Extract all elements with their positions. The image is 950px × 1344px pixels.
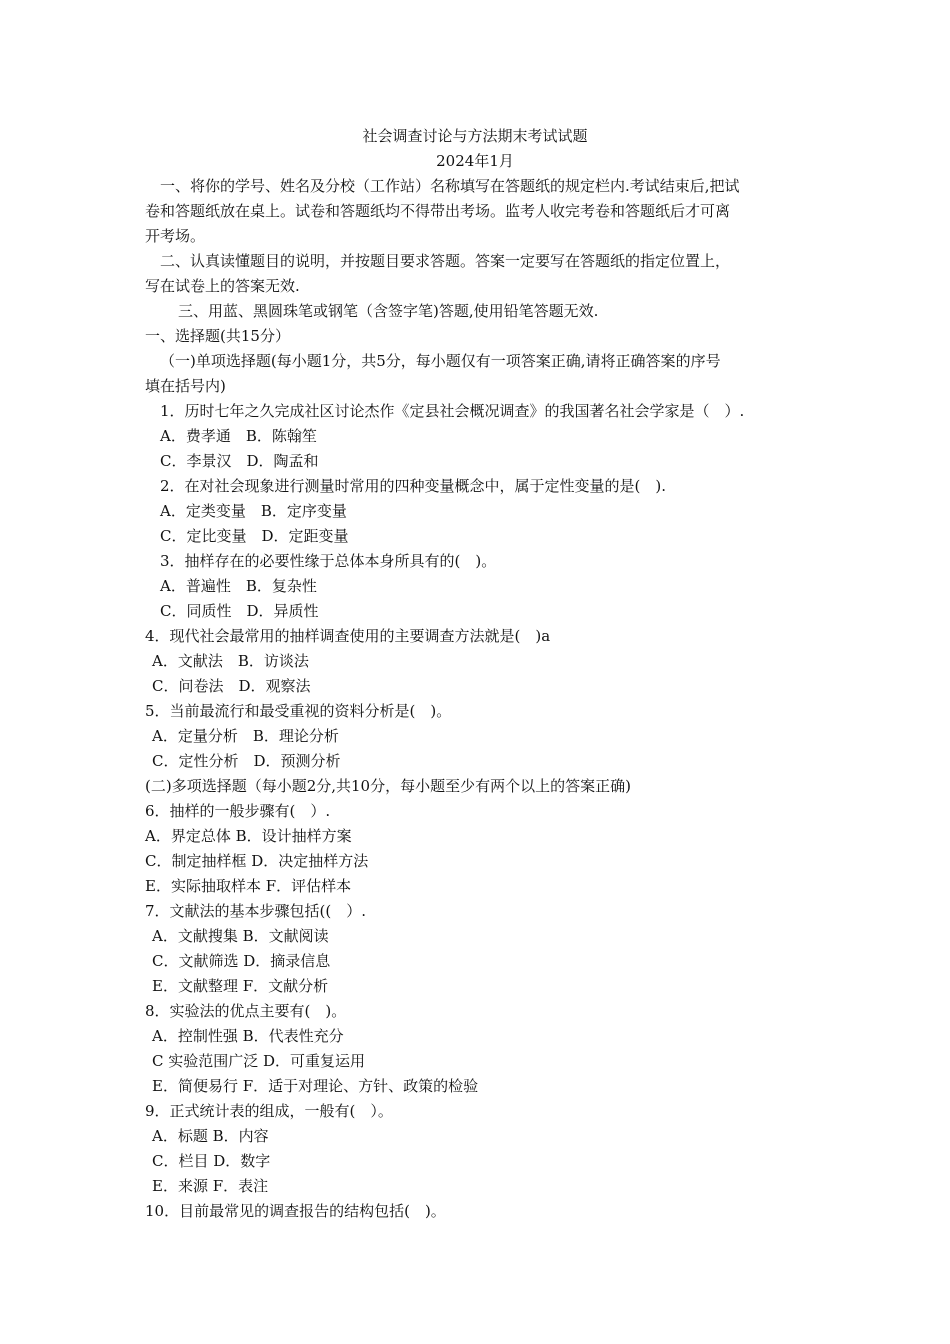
question-1-stem: 1．历时七年之久完成社区讨论杰作《定县社会概况调查》的我国著名社会学家是（ ）. — [160, 402, 745, 420]
page-title: 社会调查讨论与方法期末考试试题 — [362, 127, 588, 145]
question-8-options-c: E．简便易行 F．适于对理论、方针、政策的检验 — [152, 1077, 479, 1095]
question-6-options-b: C．制定抽样框 D．决定抽样方法 — [145, 852, 369, 870]
question-5-options-b: C．定性分析 D．预测分析 — [152, 752, 341, 770]
question-9-options-b: C．栏目 D．数字 — [152, 1152, 271, 1170]
question-5-stem: 5．当前最流行和最受重视的资料分析是( )。 — [145, 702, 452, 720]
question-9-options-c: E．来源 F．表注 — [152, 1177, 269, 1195]
instruction-2-line-2: 写在试卷上的答案无效. — [145, 277, 300, 295]
question-4-options-a: A．文献法 B．访谈法 — [152, 652, 309, 670]
question-9-options-a: A．标题 B．内容 — [152, 1127, 269, 1145]
question-6-options-a: A．界定总体 B．设计抽样方案 — [145, 827, 352, 845]
question-6-stem: 6．抽样的一般步骤有( ）. — [145, 802, 331, 820]
instruction-3: 三、用蓝、黑圆珠笔或钢笔（含签字笔)答题,使用铅笔答题无效. — [178, 302, 599, 320]
question-3-options-b: C．同质性 D．异质性 — [160, 602, 319, 620]
part1-heading-line-1: （一)单项选择题(每小题1分，共5分，每小题仅有一项答案正确,请将正确答案的序号 — [160, 352, 721, 370]
part1-heading-line-2: 填在括号内) — [145, 377, 226, 395]
question-9-stem: 9．正式统计表的组成，一般有( ）。 — [145, 1102, 393, 1120]
question-1-options-b: C．李景汉 D．陶孟和 — [160, 452, 319, 470]
instruction-1-line-2: 卷和答题纸放在桌上。试卷和答题纸均不得带出考场。监考人收完考卷和答题纸后才可离 — [145, 202, 731, 220]
question-3-stem: 3．抽样存在的必要性缘于总体本身所具有的( )。 — [160, 552, 497, 570]
question-4-stem: 4．现代社会最常用的抽样调查使用的主要调查方法就是( )a — [145, 627, 551, 645]
question-8-options-b: C 实验范围广泛 D．可重复运用 — [152, 1052, 366, 1070]
part2-heading: (二)多项选择题（每小题2分,共10分，每小题至少有两个以上的答案正确) — [145, 777, 631, 795]
question-1-options-a: A．费孝通 B．陈翰笙 — [160, 427, 317, 445]
question-2-options-b: C．定比变量 D．定距变量 — [160, 527, 349, 545]
question-8-options-a: A．控制性强 B．代表性充分 — [152, 1027, 344, 1045]
question-7-stem: 7．文献法的基本步骤包括(( ）. — [145, 902, 367, 920]
question-7-options-c: E．文献整理 F．文献分析 — [152, 977, 329, 995]
question-6-options-c: E．实际抽取样本 F．评估样本 — [145, 877, 352, 895]
question-2-options-a: A．定类变量 B．定序变量 — [160, 502, 347, 520]
exam-date: 2024年1月 — [436, 152, 514, 170]
instruction-1-line-1: 一、将你的学号、姓名及分校（工作站）名称填写在答题纸的规定栏内.考试结束后,把试 — [160, 177, 740, 195]
question-2-stem: 2．在对社会现象进行测量时常用的四种变量概念中，属于定性变量的是( ). — [160, 477, 667, 495]
question-7-options-b: C．文献筛选 D．摘录信息 — [152, 952, 331, 970]
question-7-options-a: A．文献搜集 B．文献阅读 — [152, 927, 329, 945]
question-4-options-b: C．问卷法 D．观察法 — [152, 677, 311, 695]
question-8-stem: 8．实验法的优点主要有( )。 — [145, 1002, 347, 1020]
question-5-options-a: A．定量分析 B．理论分析 — [152, 727, 339, 745]
question-10-stem: 10．目前最常见的调查报告的结构包括( )。 — [145, 1202, 446, 1220]
instruction-1-line-3: 开考场。 — [145, 227, 206, 245]
section-heading: 一、选择题(共15分） — [145, 327, 290, 345]
question-3-options-a: A．普遍性 B．复杂性 — [160, 577, 317, 595]
instruction-2-line-1: 二、认真读懂题目的说明，并按题目要求答题。答案一定要写在答题纸的指定位置上， — [160, 252, 731, 270]
